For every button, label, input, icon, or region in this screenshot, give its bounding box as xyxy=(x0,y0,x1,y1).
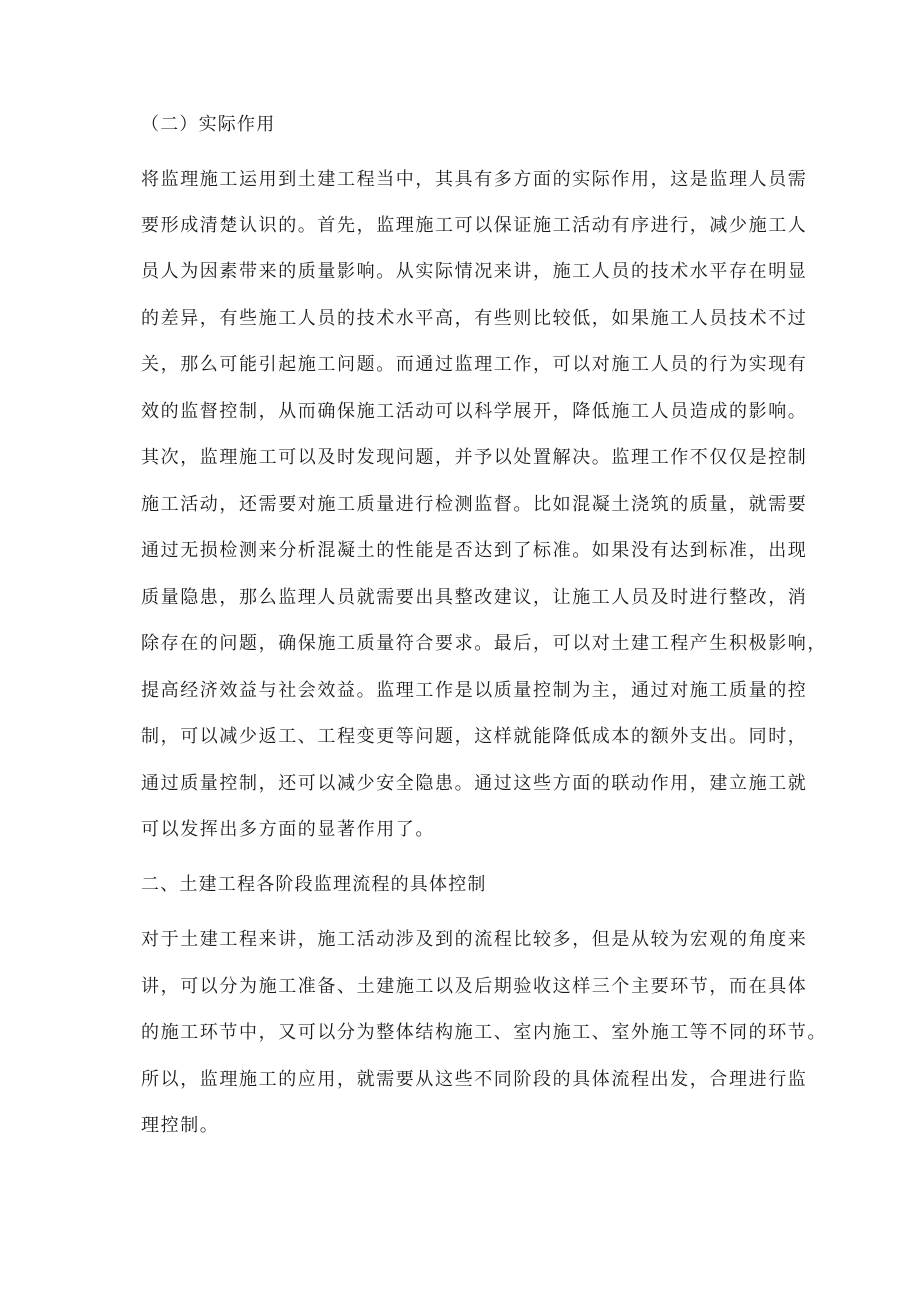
paragraph-line: 所以，监理施工的应用，就需要从这些不同阶段的具体流程出发，合理进行监 xyxy=(141,1069,808,1090)
paragraph-line: 关，那么可能引起施工问题。而通过监理工作，可以对施工人员的行为实现有 xyxy=(141,354,808,375)
paragraph-line: 通过质量控制，还可以减少安全隐患。通过这些方面的联动作用，建立施工就 xyxy=(141,773,808,794)
paragraph-line: 可以发挥出多方面的显著作用了。 xyxy=(141,819,435,840)
paragraph-line: 通过无损检测来分析混凝土的性能是否达到了标准。如果没有达到标准，出现 xyxy=(141,540,808,561)
paragraph-line: 施工活动，还需要对施工质量进行检测监督。比如混凝土浇筑的质量，就需要 xyxy=(141,494,808,515)
paragraph-line: 的施工环节中，又可以分为整体结构施工、室内施工、室外施工等不同的环节。 xyxy=(141,1022,827,1043)
paragraph-line: 其次，监理施工可以及时发现问题，并予以处置解决。监理工作不仅仅是控制 xyxy=(141,447,808,468)
paragraph-line: 提高经济效益与社会效益。监理工作是以质量控制为主，通过对施工质量的控 xyxy=(141,680,808,701)
paragraph-line: 将监理施工运用到土建工程当中，其具有多方面的实际作用，这是监理人员需 xyxy=(141,169,808,190)
section-heading: （二）实际作用 xyxy=(141,114,276,135)
paragraph-line: 讲，可以分为施工准备、土建施工以及后期验收这样三个主要环节，而在具体 xyxy=(141,976,808,997)
paragraph-line: 制，可以减少返工、工程变更等问题，这样就能降低成本的额外支出。同时， xyxy=(141,726,808,747)
paragraph-line: 的差异，有些施工人员的技术水平高，有些则比较低，如果施工人员技术不过 xyxy=(141,308,808,329)
paragraph-line: 理控制。 xyxy=(141,1115,220,1136)
paragraph-line: 质量隐患，那么监理人员就需要出具整改建议，让施工人员及时进行整改，消 xyxy=(141,587,808,608)
chapter-heading: 二、土建工程各阶段监理流程的具体控制 xyxy=(141,874,487,895)
paragraph-line: 员人为因素带来的质量影响。从实际情况来讲，施工人员的技术水平存在明显 xyxy=(141,261,808,282)
paragraph-line: 要形成清楚认识的。首先，监理施工可以保证施工活动有序进行，减少施工人 xyxy=(141,215,808,236)
paragraph-line: 除存在的问题，确保施工质量符合要求。最后，可以对土建工程产生积极影响， xyxy=(141,633,827,654)
paragraph-line: 对于土建工程来讲，施工活动涉及到的流程比较多，但是从较为宏观的角度来 xyxy=(141,929,808,950)
paragraph-line: 效的监督控制，从而确保施工活动可以科学展开，降低施工人员造成的影响。 xyxy=(141,401,808,422)
